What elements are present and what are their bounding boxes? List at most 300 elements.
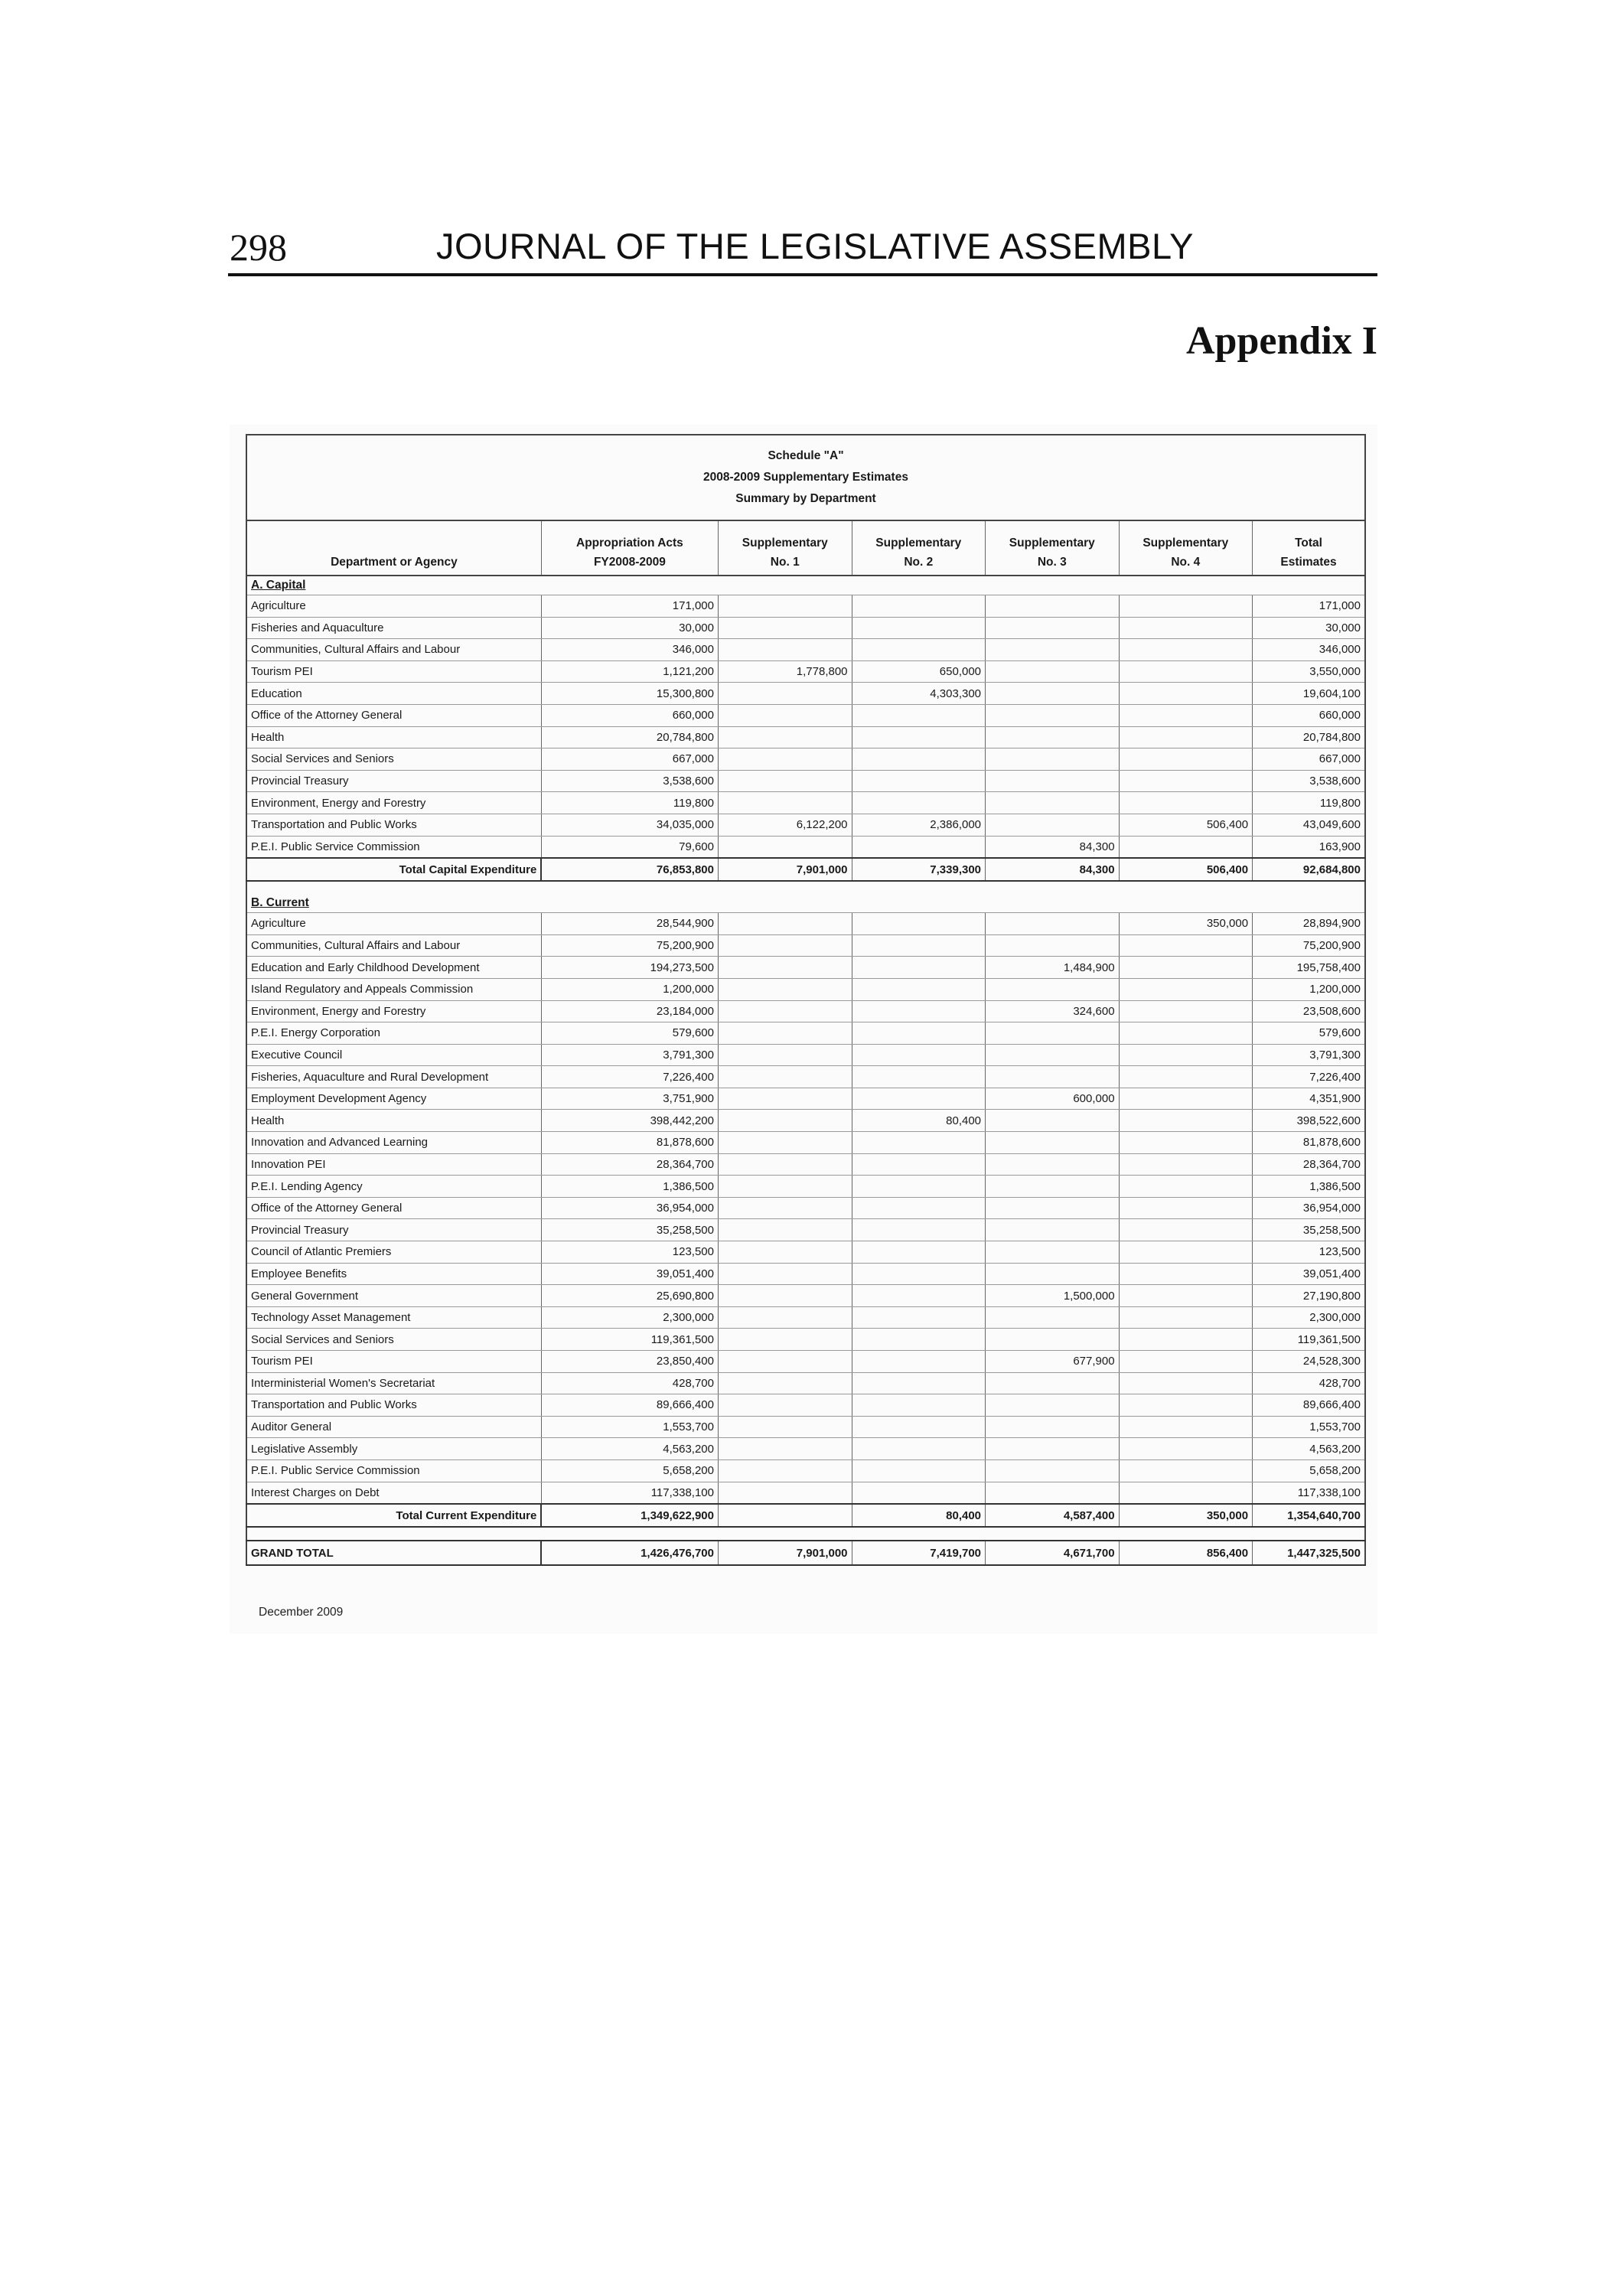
amount-cell bbox=[1119, 836, 1253, 858]
department-name: Agriculture bbox=[246, 595, 541, 618]
amount-cell: 398,442,200 bbox=[541, 1110, 718, 1132]
amount-cell: 25,690,800 bbox=[541, 1285, 718, 1307]
amount-cell bbox=[852, 913, 986, 935]
amount-cell: 4,563,200 bbox=[541, 1438, 718, 1460]
amount-cell bbox=[852, 792, 986, 814]
amount-cell bbox=[719, 1306, 852, 1329]
amount-cell: 579,600 bbox=[1253, 1022, 1365, 1045]
column-header-line2: No. 1 bbox=[770, 556, 800, 569]
table-row bbox=[246, 1000, 1365, 1022]
amount-cell bbox=[1119, 1416, 1253, 1438]
amount-cell: 84,300 bbox=[986, 836, 1120, 858]
department-name: Health bbox=[246, 1110, 541, 1132]
amount-cell bbox=[852, 1022, 986, 1045]
amount-cell: 4,563,200 bbox=[1253, 1438, 1365, 1460]
amount-cell: 123,500 bbox=[1253, 1241, 1365, 1264]
amount-cell bbox=[1119, 595, 1253, 618]
amount-cell: 28,364,700 bbox=[541, 1153, 718, 1176]
spacer-row bbox=[246, 1527, 1365, 1541]
amount-cell: 20,784,800 bbox=[1253, 726, 1365, 748]
amount-cell bbox=[1119, 1394, 1253, 1417]
amount-cell bbox=[852, 934, 986, 957]
department-name: Environment, Energy and Forestry bbox=[246, 1000, 541, 1022]
amount-cell bbox=[1119, 1153, 1253, 1176]
department-name: Education bbox=[246, 683, 541, 705]
department-name: Education and Early Childhood Development bbox=[246, 957, 541, 979]
amount-cell bbox=[719, 1000, 852, 1022]
table-row bbox=[246, 1219, 1365, 1241]
amount-cell: 195,758,400 bbox=[1253, 957, 1365, 979]
amount-cell: 171,000 bbox=[541, 595, 718, 618]
grand-total-label: GRAND TOTAL bbox=[246, 1541, 541, 1565]
amount-cell bbox=[852, 748, 986, 771]
amount-cell: 398,522,600 bbox=[1253, 1110, 1365, 1132]
department-name: Provincial Treasury bbox=[246, 770, 541, 792]
amount-cell: 667,000 bbox=[1253, 748, 1365, 771]
spacer-cell bbox=[246, 1527, 1365, 1541]
amount-cell: 4,303,300 bbox=[852, 683, 986, 705]
amount-cell bbox=[986, 1197, 1120, 1219]
amount-cell bbox=[719, 1285, 852, 1307]
amount-cell: 1,386,500 bbox=[541, 1176, 718, 1198]
amount-cell bbox=[1119, 1197, 1253, 1219]
amount-cell bbox=[719, 836, 852, 858]
schedule-table bbox=[246, 434, 1366, 1566]
column-header-line2: No. 3 bbox=[1037, 556, 1067, 569]
department-name: Interest Charges on Debt bbox=[246, 1482, 541, 1504]
total-amount: 76,853,800 bbox=[541, 858, 718, 881]
grand-total-amount: 856,400 bbox=[1119, 1541, 1253, 1565]
amount-cell bbox=[852, 978, 986, 1000]
amount-cell: 30,000 bbox=[541, 617, 718, 639]
amount-cell bbox=[1119, 1306, 1253, 1329]
amount-cell bbox=[1119, 934, 1253, 957]
amount-cell: 1,500,000 bbox=[986, 1285, 1120, 1307]
amount-cell bbox=[719, 1459, 852, 1482]
amount-cell: 7,226,400 bbox=[1253, 1066, 1365, 1088]
amount-cell bbox=[852, 1263, 986, 1285]
amount-cell bbox=[986, 978, 1120, 1000]
amount-cell bbox=[1119, 1044, 1253, 1066]
amount-cell: 5,658,200 bbox=[1253, 1459, 1365, 1482]
column-header bbox=[852, 520, 986, 576]
amount-cell bbox=[986, 748, 1120, 771]
table-row bbox=[246, 1285, 1365, 1307]
amount-cell bbox=[986, 1044, 1120, 1066]
amount-cell: 19,604,100 bbox=[1253, 683, 1365, 705]
amount-cell: 123,500 bbox=[541, 1241, 718, 1264]
amount-cell bbox=[1119, 770, 1253, 792]
table-row bbox=[246, 836, 1365, 858]
total-amount bbox=[719, 1504, 852, 1527]
amount-cell: 75,200,900 bbox=[1253, 934, 1365, 957]
amount-cell bbox=[719, 1372, 852, 1394]
amount-cell bbox=[852, 1394, 986, 1417]
amount-cell bbox=[852, 1219, 986, 1241]
amount-cell bbox=[719, 1132, 852, 1154]
amount-cell: 1,553,700 bbox=[1253, 1416, 1365, 1438]
total-amount: 80,400 bbox=[852, 1504, 986, 1527]
amount-cell bbox=[986, 1416, 1120, 1438]
current-total-row bbox=[246, 1504, 1365, 1527]
amount-cell bbox=[1119, 1438, 1253, 1460]
table-row bbox=[246, 1044, 1365, 1066]
amount-cell: 1,484,900 bbox=[986, 957, 1120, 979]
amount-cell: 43,049,600 bbox=[1253, 814, 1365, 836]
table-row bbox=[246, 1263, 1365, 1285]
schedule-title-line: Summary by Department bbox=[735, 492, 876, 505]
amount-cell: 2,300,000 bbox=[541, 1306, 718, 1329]
header-rule bbox=[228, 273, 1377, 276]
appendix-title: Appendix I bbox=[1186, 319, 1377, 363]
department-name: Transportation and Public Works bbox=[246, 1394, 541, 1417]
amount-cell: 667,000 bbox=[541, 748, 718, 771]
amount-cell bbox=[719, 1438, 852, 1460]
amount-cell bbox=[852, 1482, 986, 1504]
spacer-cell bbox=[246, 881, 1365, 894]
column-header-line1: Appropriation Acts bbox=[576, 536, 683, 550]
amount-cell bbox=[1119, 1372, 1253, 1394]
amount-cell bbox=[852, 1372, 986, 1394]
amount-cell: 3,550,000 bbox=[1253, 660, 1365, 683]
amount-cell bbox=[986, 1066, 1120, 1088]
amount-cell: 39,051,400 bbox=[1253, 1263, 1365, 1285]
amount-cell bbox=[1119, 1482, 1253, 1504]
amount-cell: 34,035,000 bbox=[541, 814, 718, 836]
department-name: Council of Atlantic Premiers bbox=[246, 1241, 541, 1264]
amount-cell: 3,751,900 bbox=[541, 1088, 718, 1110]
amount-cell bbox=[719, 1263, 852, 1285]
footer-date: December 2009 bbox=[259, 1606, 344, 1619]
amount-cell bbox=[1119, 1219, 1253, 1241]
amount-cell bbox=[852, 1438, 986, 1460]
amount-cell: 75,200,900 bbox=[541, 934, 718, 957]
table-row bbox=[246, 1438, 1365, 1460]
amount-cell bbox=[1119, 1329, 1253, 1351]
amount-cell: 1,778,800 bbox=[719, 660, 852, 683]
amount-cell: 3,538,600 bbox=[1253, 770, 1365, 792]
amount-cell bbox=[719, 1110, 852, 1132]
amount-cell bbox=[719, 1241, 852, 1264]
amount-cell bbox=[1119, 792, 1253, 814]
department-name: Tourism PEI bbox=[246, 1351, 541, 1373]
column-header bbox=[246, 520, 541, 576]
amount-cell bbox=[719, 1416, 852, 1438]
schedule-title-line: Schedule "A" bbox=[768, 449, 844, 462]
amount-cell: 119,361,500 bbox=[1253, 1329, 1365, 1351]
amount-cell bbox=[719, 1153, 852, 1176]
amount-cell bbox=[852, 1285, 986, 1307]
amount-cell: 3,538,600 bbox=[541, 770, 718, 792]
amount-cell: 324,600 bbox=[986, 1000, 1120, 1022]
amount-cell bbox=[852, 1000, 986, 1022]
amount-cell bbox=[1119, 1000, 1253, 1022]
amount-cell bbox=[719, 1329, 852, 1351]
page-number: 298 bbox=[230, 226, 287, 269]
amount-cell bbox=[986, 814, 1120, 836]
amount-cell bbox=[719, 1176, 852, 1198]
column-header-line1: Supplementary bbox=[1143, 536, 1229, 550]
table-row bbox=[246, 1241, 1365, 1264]
amount-cell: 89,666,400 bbox=[1253, 1394, 1365, 1417]
amount-cell bbox=[986, 1394, 1120, 1417]
amount-cell bbox=[1119, 1351, 1253, 1373]
amount-cell: 1,121,200 bbox=[541, 660, 718, 683]
amount-cell: 171,000 bbox=[1253, 595, 1365, 618]
amount-cell bbox=[719, 748, 852, 771]
amount-cell: 23,850,400 bbox=[541, 1351, 718, 1373]
amount-cell bbox=[1119, 1241, 1253, 1264]
amount-cell bbox=[852, 1241, 986, 1264]
amount-cell bbox=[1119, 617, 1253, 639]
amount-cell bbox=[852, 1044, 986, 1066]
department-name: Health bbox=[246, 726, 541, 748]
amount-cell bbox=[1119, 1176, 1253, 1198]
department-name: P.E.I. Lending Agency bbox=[246, 1176, 541, 1198]
amount-cell bbox=[719, 934, 852, 957]
total-amount: 84,300 bbox=[986, 858, 1120, 881]
amount-cell: 4,351,900 bbox=[1253, 1088, 1365, 1110]
amount-cell bbox=[852, 770, 986, 792]
section-blank-cell bbox=[1253, 894, 1365, 913]
amount-cell bbox=[719, 957, 852, 979]
capital-total-row bbox=[246, 858, 1365, 881]
schedule-title bbox=[246, 435, 1365, 520]
amount-cell bbox=[1119, 1066, 1253, 1088]
grand-total-amount: 1,447,325,500 bbox=[1253, 1541, 1365, 1565]
table-row bbox=[246, 978, 1365, 1000]
amount-cell bbox=[719, 792, 852, 814]
table-row bbox=[246, 1197, 1365, 1219]
table-row bbox=[246, 1066, 1365, 1088]
total-amount: 1,354,640,700 bbox=[1253, 1504, 1365, 1527]
amount-cell bbox=[852, 726, 986, 748]
amount-cell bbox=[1119, 726, 1253, 748]
amount-cell bbox=[719, 1044, 852, 1066]
department-name: Agriculture bbox=[246, 913, 541, 935]
amount-cell: 650,000 bbox=[852, 660, 986, 683]
amount-cell bbox=[986, 1132, 1120, 1154]
amount-cell: 1,200,000 bbox=[541, 978, 718, 1000]
section-blank-cell bbox=[719, 576, 852, 595]
department-name: Fisheries, Aquaculture and Rural Development bbox=[246, 1066, 541, 1088]
table-row bbox=[246, 1022, 1365, 1045]
table-row bbox=[246, 1088, 1365, 1110]
total-label: Total Current Expenditure bbox=[246, 1504, 541, 1527]
column-header-line2: Department or Agency bbox=[331, 556, 458, 569]
amount-cell bbox=[852, 1416, 986, 1438]
amount-cell: 89,666,400 bbox=[541, 1394, 718, 1417]
amount-cell: 506,400 bbox=[1119, 814, 1253, 836]
amount-cell: 28,544,900 bbox=[541, 913, 718, 935]
amount-cell: 660,000 bbox=[541, 704, 718, 726]
amount-cell bbox=[986, 1110, 1120, 1132]
amount-cell: 350,000 bbox=[1119, 913, 1253, 935]
department-name: Social Services and Seniors bbox=[246, 748, 541, 771]
department-name: Communities, Cultural Affairs and Labour bbox=[246, 639, 541, 661]
table-row bbox=[246, 726, 1365, 748]
table-row bbox=[246, 748, 1365, 771]
amount-cell bbox=[852, 1153, 986, 1176]
amount-cell: 23,508,600 bbox=[1253, 1000, 1365, 1022]
total-amount: 1,349,622,900 bbox=[541, 1504, 718, 1527]
section-blank-cell bbox=[719, 894, 852, 913]
amount-cell bbox=[719, 595, 852, 618]
amount-cell: 117,338,100 bbox=[1253, 1482, 1365, 1504]
section-heading-row bbox=[246, 576, 1365, 595]
amount-cell bbox=[719, 1351, 852, 1373]
amount-cell bbox=[719, 1197, 852, 1219]
amount-cell: 79,600 bbox=[541, 836, 718, 858]
section-blank-cell bbox=[1119, 894, 1253, 913]
table-row bbox=[246, 934, 1365, 957]
table-row bbox=[246, 1132, 1365, 1154]
amount-cell: 194,273,500 bbox=[541, 957, 718, 979]
amount-cell bbox=[1119, 1263, 1253, 1285]
department-name: General Government bbox=[246, 1285, 541, 1307]
table-row bbox=[246, 1329, 1365, 1351]
department-name: Technology Asset Management bbox=[246, 1306, 541, 1329]
amount-cell bbox=[719, 978, 852, 1000]
amount-cell bbox=[986, 1153, 1120, 1176]
column-header bbox=[719, 520, 852, 576]
amount-cell bbox=[986, 770, 1120, 792]
department-name: Office of the Attorney General bbox=[246, 1197, 541, 1219]
amount-cell: 677,900 bbox=[986, 1351, 1120, 1373]
amount-cell: 27,190,800 bbox=[1253, 1285, 1365, 1307]
amount-cell bbox=[719, 1022, 852, 1045]
amount-cell bbox=[719, 913, 852, 935]
table-row bbox=[246, 1306, 1365, 1329]
column-header-line1: Supplementary bbox=[742, 536, 828, 550]
amount-cell: 2,300,000 bbox=[1253, 1306, 1365, 1329]
amount-cell bbox=[852, 1459, 986, 1482]
amount-cell bbox=[986, 660, 1120, 683]
amount-cell: 6,122,200 bbox=[719, 814, 852, 836]
table-row bbox=[246, 814, 1365, 836]
department-name: Island Regulatory and Appeals Commission bbox=[246, 978, 541, 1000]
column-header-line1: Supplementary bbox=[875, 536, 962, 550]
grand-total-row bbox=[246, 1541, 1365, 1565]
department-name: Auditor General bbox=[246, 1416, 541, 1438]
amount-cell bbox=[719, 1066, 852, 1088]
journal-title: JOURNAL OF THE LEGISLATIVE ASSEMBLY bbox=[436, 226, 1194, 266]
department-name: Legislative Assembly bbox=[246, 1438, 541, 1460]
amount-cell: 1,386,500 bbox=[1253, 1176, 1365, 1198]
amount-cell bbox=[1119, 1088, 1253, 1110]
amount-cell bbox=[719, 639, 852, 661]
amount-cell bbox=[1119, 660, 1253, 683]
table-row bbox=[246, 660, 1365, 683]
amount-cell bbox=[852, 1088, 986, 1110]
amount-cell: 163,900 bbox=[1253, 836, 1365, 858]
column-header-row bbox=[246, 520, 1365, 576]
table-row bbox=[246, 1153, 1365, 1176]
table-row bbox=[246, 683, 1365, 705]
amount-cell bbox=[986, 704, 1120, 726]
amount-cell bbox=[1119, 1285, 1253, 1307]
table-row bbox=[246, 957, 1365, 979]
amount-cell bbox=[852, 639, 986, 661]
amount-cell bbox=[986, 1219, 1120, 1241]
amount-cell: 3,791,300 bbox=[541, 1044, 718, 1066]
department-name: Innovation PEI bbox=[246, 1153, 541, 1176]
amount-cell bbox=[852, 704, 986, 726]
amount-cell bbox=[852, 957, 986, 979]
amount-cell: 81,878,600 bbox=[1253, 1132, 1365, 1154]
amount-cell: 36,954,000 bbox=[541, 1197, 718, 1219]
table-row bbox=[246, 595, 1365, 618]
amount-cell bbox=[1119, 683, 1253, 705]
amount-cell: 15,300,800 bbox=[541, 683, 718, 705]
amount-cell bbox=[719, 704, 852, 726]
amount-cell bbox=[986, 617, 1120, 639]
amount-cell bbox=[852, 1351, 986, 1373]
department-name: Interministerial Women's Secretariat bbox=[246, 1372, 541, 1394]
amount-cell bbox=[986, 1329, 1120, 1351]
table-row bbox=[246, 1110, 1365, 1132]
section-blank-cell bbox=[852, 576, 986, 595]
table-row bbox=[246, 913, 1365, 935]
total-amount: 7,901,000 bbox=[719, 858, 852, 881]
department-name: Employment Development Agency bbox=[246, 1088, 541, 1110]
amount-cell bbox=[852, 836, 986, 858]
amount-cell: 428,700 bbox=[541, 1372, 718, 1394]
amount-cell bbox=[852, 1306, 986, 1329]
amount-cell: 1,200,000 bbox=[1253, 978, 1365, 1000]
amount-cell: 81,878,600 bbox=[541, 1132, 718, 1154]
amount-cell bbox=[852, 1329, 986, 1351]
section-blank-cell bbox=[852, 894, 986, 913]
department-name: P.E.I. Public Service Commission bbox=[246, 1459, 541, 1482]
section-blank-cell bbox=[986, 576, 1120, 595]
amount-cell bbox=[986, 792, 1120, 814]
amount-cell: 119,361,500 bbox=[541, 1329, 718, 1351]
spacer-row bbox=[246, 881, 1365, 894]
table-row bbox=[246, 639, 1365, 661]
amount-cell: 20,784,800 bbox=[541, 726, 718, 748]
table-row bbox=[246, 1394, 1365, 1417]
amount-cell: 2,386,000 bbox=[852, 814, 986, 836]
department-name: Environment, Energy and Forestry bbox=[246, 792, 541, 814]
amount-cell: 346,000 bbox=[541, 639, 718, 661]
amount-cell: 346,000 bbox=[1253, 639, 1365, 661]
column-header-line2: FY2008-2009 bbox=[593, 556, 666, 569]
amount-cell: 600,000 bbox=[986, 1088, 1120, 1110]
total-amount: 350,000 bbox=[1119, 1504, 1253, 1527]
amount-cell bbox=[852, 1066, 986, 1088]
column-header bbox=[1119, 520, 1253, 576]
amount-cell: 80,400 bbox=[852, 1110, 986, 1132]
amount-cell bbox=[1119, 978, 1253, 1000]
column-header bbox=[986, 520, 1120, 576]
section-heading-row bbox=[246, 894, 1365, 913]
amount-cell bbox=[986, 1176, 1120, 1198]
section-heading: A. Capital bbox=[246, 576, 541, 595]
amount-cell bbox=[1119, 1459, 1253, 1482]
section-blank-cell bbox=[541, 894, 718, 913]
grand-total-amount: 1,426,476,700 bbox=[541, 1541, 718, 1565]
total-amount: 506,400 bbox=[1119, 858, 1253, 881]
amount-cell bbox=[852, 1132, 986, 1154]
amount-cell: 3,791,300 bbox=[1253, 1044, 1365, 1066]
table-row bbox=[246, 1416, 1365, 1438]
amount-cell bbox=[986, 1372, 1120, 1394]
amount-cell: 428,700 bbox=[1253, 1372, 1365, 1394]
section-blank-cell bbox=[1119, 576, 1253, 595]
table-row bbox=[246, 792, 1365, 814]
amount-cell bbox=[986, 639, 1120, 661]
